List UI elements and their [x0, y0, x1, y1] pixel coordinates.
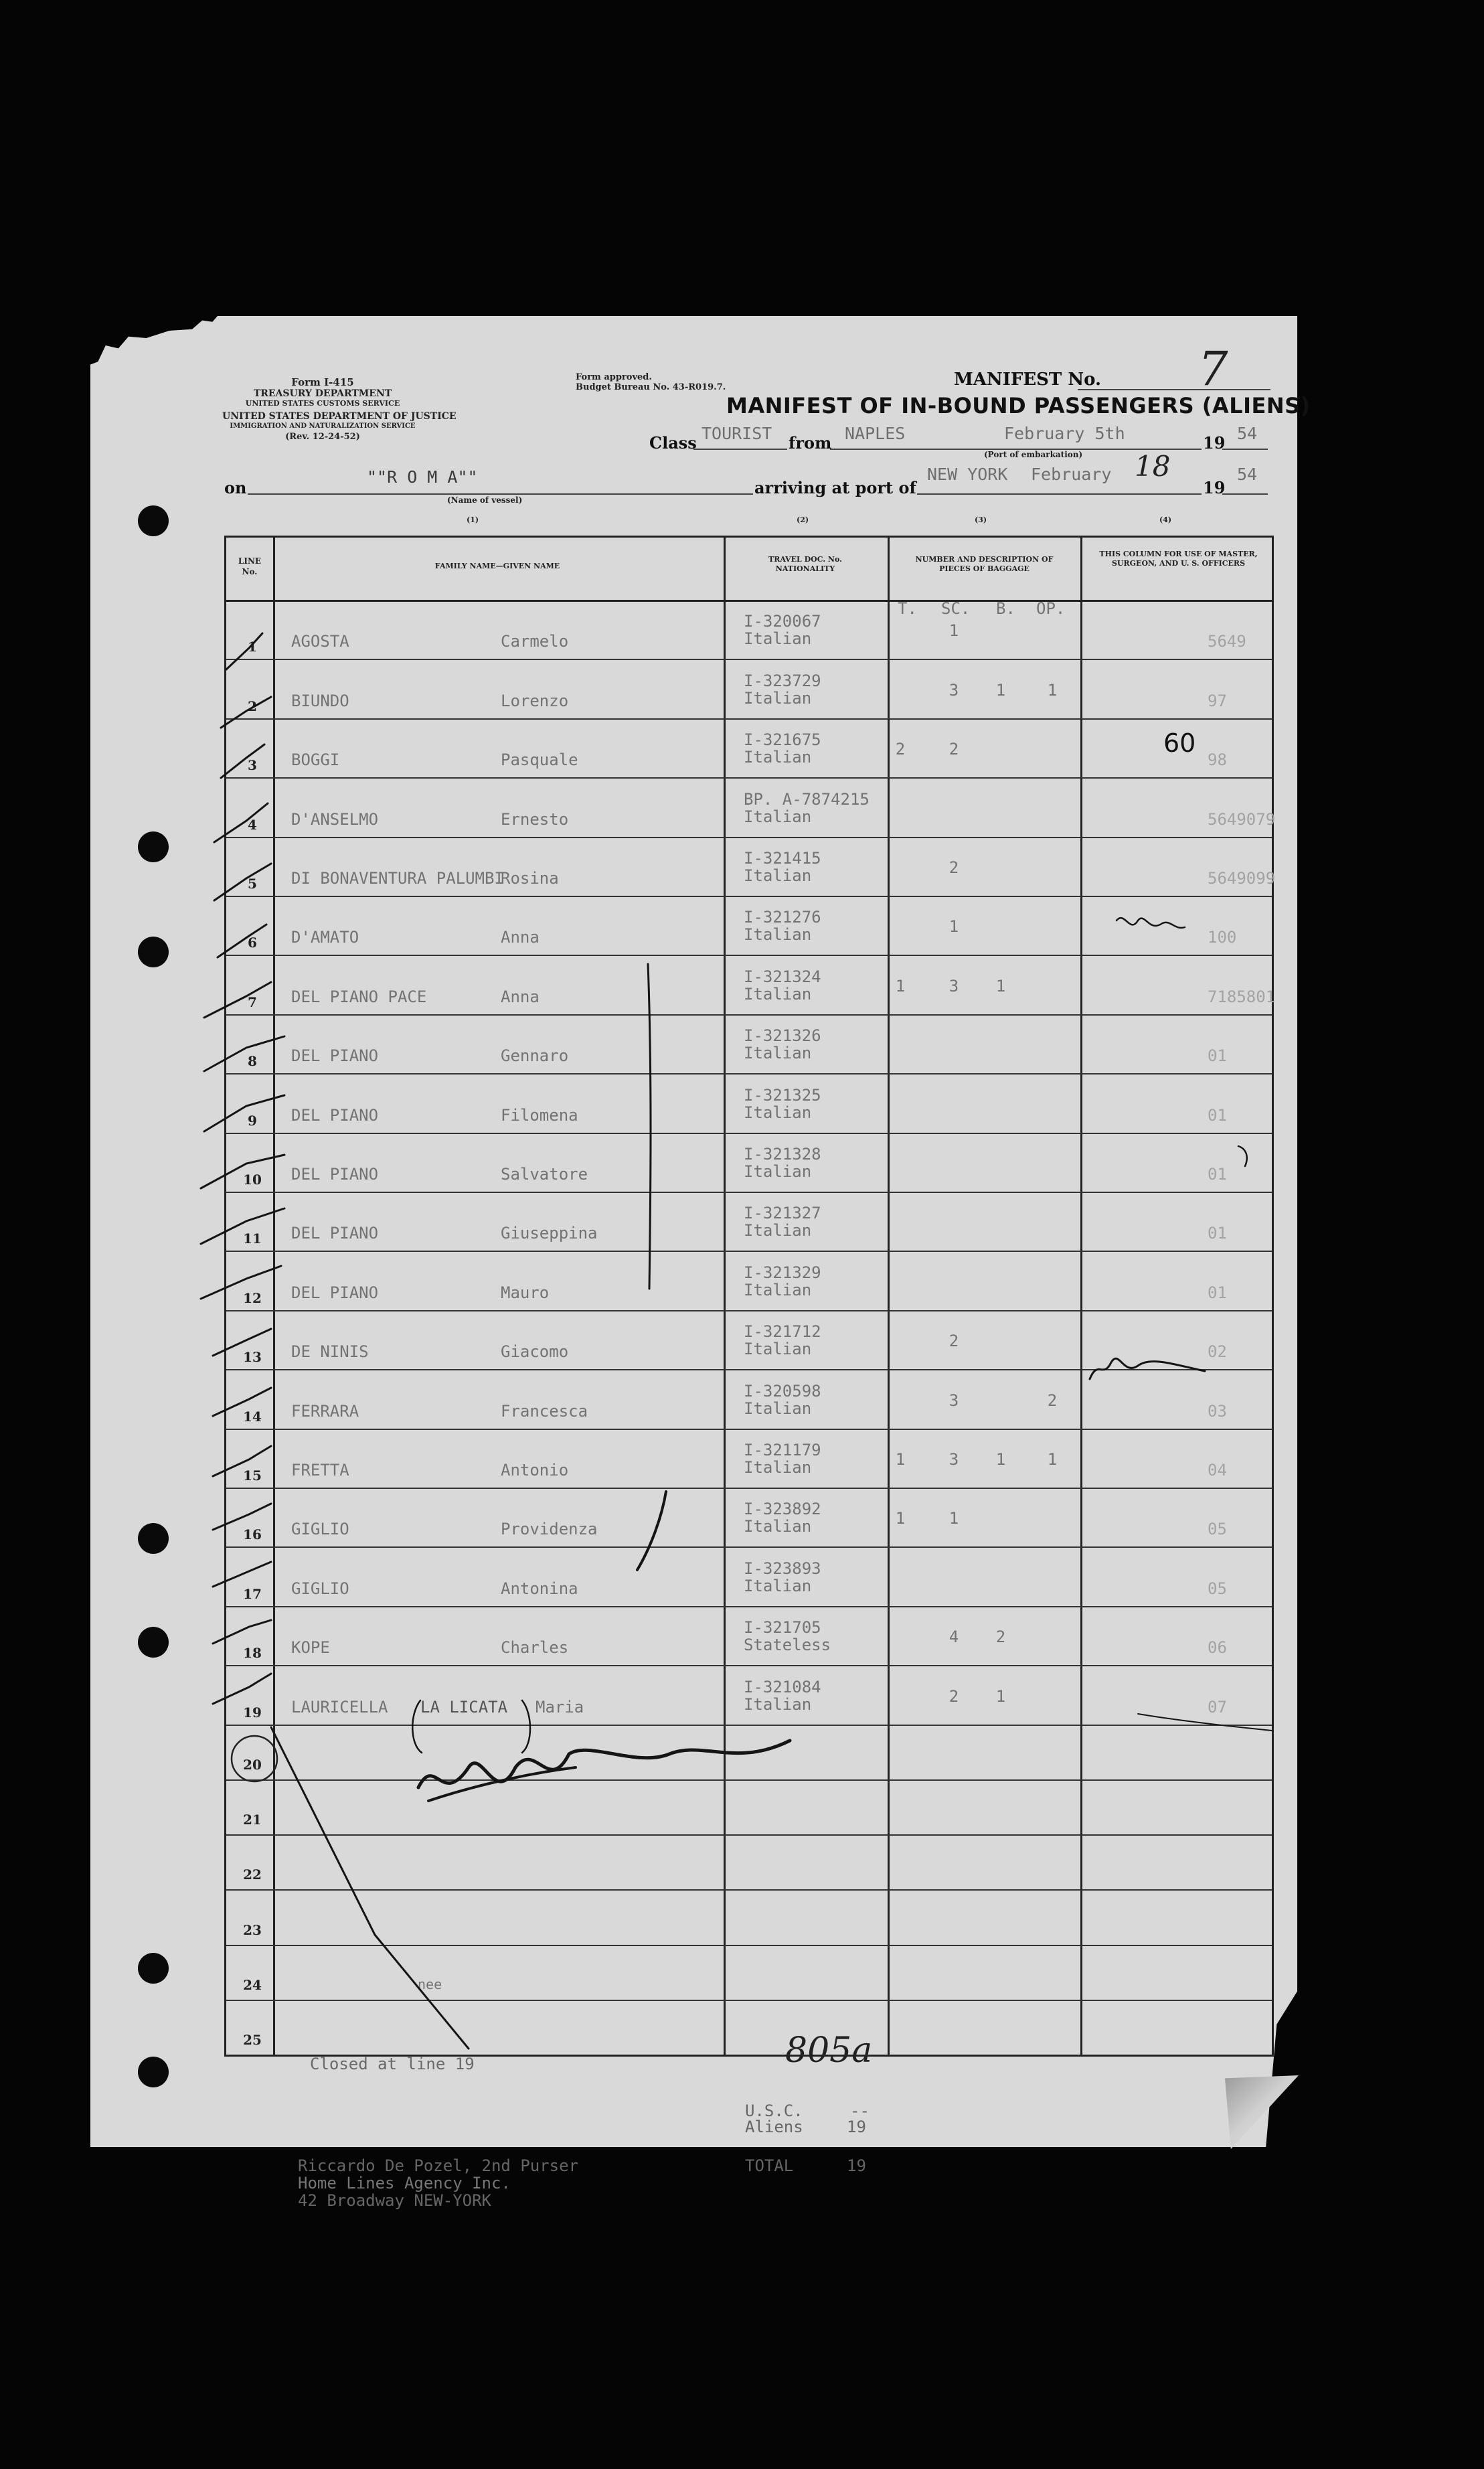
family-name: KOPE	[291, 1638, 330, 1658]
service-2: IMMIGRATION AND NATURALIZATION SERVICE	[230, 422, 416, 430]
binder-hole	[138, 937, 169, 967]
family-name: BIUNDO	[291, 691, 349, 710]
officer-code: 02	[1208, 1342, 1227, 1362]
family-name: GIGLIO	[291, 1520, 349, 1539]
travel-doc-number: I-321084	[744, 1677, 821, 1696]
nationality: Italian	[744, 807, 812, 826]
travel-doc-number: I-323892	[744, 1500, 821, 1519]
family-name: DEL PIANO	[291, 1046, 379, 1066]
handwritten-code: 805a	[785, 2030, 873, 2071]
travel-doc-number: BP. A-7874215	[744, 789, 870, 809]
line-number: 11	[243, 1230, 262, 1247]
arriving-label: arriving at port of	[754, 478, 916, 497]
bag-suitcases: 2	[949, 740, 959, 759]
travel-doc-number: I-320598	[744, 1381, 821, 1401]
table-row	[226, 1251, 1272, 1311]
col-number-1: (1)	[467, 515, 479, 524]
line-number: 6	[248, 935, 257, 951]
line-number: 25	[243, 2031, 262, 2048]
travel-doc-number: I-321675	[744, 730, 821, 750]
arrival-year-underline	[1222, 493, 1268, 495]
family-name: DE NINIS	[291, 1342, 369, 1362]
line-number: 16	[243, 1526, 262, 1543]
bag-suitcases: 3	[949, 1449, 959, 1469]
table-row	[226, 659, 1272, 719]
departure-date: February 5th	[1004, 424, 1125, 443]
nationality: Italian	[744, 1694, 812, 1714]
header-travel-doc: TRAVEL DOC. No. NATIONALITY	[768, 555, 842, 574]
nationality: Stateless	[744, 1636, 831, 1655]
bag-bags: 2	[995, 1627, 1006, 1647]
officer-code: 7185801	[1208, 987, 1276, 1006]
family-name: FRETTA	[291, 1460, 349, 1480]
nationality: Italian	[744, 1221, 812, 1241]
nationality: Italian	[744, 1340, 812, 1359]
nationality: Italian	[744, 748, 812, 767]
class-label: Class	[649, 433, 697, 453]
table-row	[226, 1014, 1272, 1074]
family-name: D'ANSELMO	[291, 809, 379, 829]
family-name: DEL PIANO	[291, 1164, 379, 1184]
passenger-table	[224, 536, 1276, 2210]
given-name: Rosina	[501, 868, 559, 888]
officer-code: 04	[1208, 1460, 1227, 1480]
given-name: Anna	[501, 987, 540, 1006]
family-name: DI BONAVENTURA PALUMBI	[291, 868, 504, 888]
table-row	[226, 1779, 1272, 1836]
table-row	[226, 2000, 1272, 2055]
bag-suitcases: 2	[949, 1332, 959, 1351]
nationality: Italian	[744, 1576, 812, 1595]
officer-code: 01	[1208, 1105, 1227, 1125]
line-number: 14	[243, 1408, 262, 1425]
binder-hole	[138, 505, 169, 536]
col-number-3: (3)	[975, 515, 987, 524]
usc-dash: --	[850, 2101, 870, 2120]
nationality: Italian	[744, 1103, 812, 1122]
travel-doc-number: I-321705	[744, 1618, 821, 1638]
family-name: DEL PIANO	[291, 1105, 379, 1125]
officer-code: 98	[1208, 750, 1227, 770]
travel-doc-number: I-321324	[744, 967, 821, 986]
line-number: 15	[243, 1467, 262, 1484]
given-name: Anna	[501, 928, 540, 947]
vessel-name: ""R O M A""	[367, 467, 478, 487]
table-row	[226, 1073, 1272, 1133]
travel-doc-number: I-321325	[744, 1085, 821, 1105]
binder-hole	[138, 1953, 169, 1984]
given-name: Salvatore	[501, 1164, 588, 1184]
agency-name: Home Lines Agency Inc.	[298, 2174, 511, 2193]
arrival-day: 18	[1135, 450, 1171, 483]
nationality: Italian	[744, 1280, 812, 1299]
binder-hole	[138, 831, 169, 862]
service-1: UNITED STATES CUSTOMS SERVICE	[245, 399, 400, 408]
officer-code: 01	[1208, 1164, 1227, 1184]
line-number: 21	[243, 1812, 262, 1828]
family-name: DEL PIANO PACE	[291, 987, 427, 1006]
bag-suitcases: 2	[949, 858, 959, 877]
table-row	[226, 955, 1276, 1015]
nee-note: nee	[418, 1976, 442, 1992]
from-year-underline	[1222, 449, 1268, 450]
class-value: TOURIST	[702, 424, 772, 443]
purser-name: Riccardo De Pozel, 2nd Purser	[298, 2156, 579, 2175]
bag-suitcases: 4	[949, 1627, 959, 1647]
travel-doc-number: I-321329	[744, 1263, 821, 1282]
department-2: UNITED STATES DEPARTMENT OF JUSTICE	[222, 411, 457, 422]
agency-address: 42 Broadway NEW-YORK	[298, 2191, 491, 2210]
bag-suitcases: 3	[949, 976, 959, 995]
given-name: Maria	[535, 1697, 584, 1717]
given-name: Giuseppina	[501, 1224, 598, 1243]
nationality: Italian	[744, 1162, 812, 1181]
table-row	[226, 837, 1276, 897]
aliens-label: Aliens	[745, 2118, 803, 2136]
given-name: Francesca	[501, 1401, 588, 1421]
given-name: Filomena	[501, 1105, 578, 1125]
bag-suitcases: 1	[949, 621, 959, 641]
binder-hole	[138, 1523, 169, 1554]
header-line-no: LINE No.	[238, 556, 262, 576]
line-number: 2	[248, 698, 257, 714]
line-number: 7	[248, 993, 257, 1010]
line-number: 5	[248, 875, 257, 892]
bag-trunks: 1	[895, 1509, 906, 1528]
table-row	[226, 1488, 1272, 1548]
line-number: 19	[243, 1704, 262, 1721]
port-of-embarkation: NAPLES	[845, 424, 906, 443]
officer-code: 06	[1208, 1638, 1227, 1658]
binder-hole	[138, 2057, 169, 2087]
form-number: Form I-415	[291, 376, 354, 388]
bag-bags: 1	[995, 1686, 1006, 1706]
line-number: 12	[243, 1289, 262, 1306]
given-name: Antonio	[501, 1460, 569, 1480]
bag-suitcases: 3	[949, 1390, 959, 1410]
given-name: Providenza	[501, 1520, 598, 1539]
line-number: 17	[243, 1585, 262, 1602]
family-name: D'AMATO	[291, 928, 359, 947]
travel-doc-number: I-321326	[744, 1026, 821, 1046]
table-row	[226, 1546, 1272, 1607]
nationality: Italian	[744, 1399, 812, 1418]
nationality: Italian	[744, 1517, 812, 1536]
table-row	[226, 1665, 1272, 1725]
given-name: Mauro	[501, 1283, 550, 1302]
officer-code: 01	[1208, 1283, 1227, 1302]
nationality: Italian	[744, 866, 812, 885]
table-row	[226, 896, 1272, 956]
line-number: 24	[243, 1976, 262, 1993]
form-approved: Form approved.	[576, 372, 652, 382]
table-row	[226, 1606, 1272, 1666]
bag-col-op: OP.	[1036, 599, 1066, 618]
travel-doc-number: I-323729	[744, 671, 821, 690]
nationality: Italian	[744, 925, 812, 945]
family-name: LAURICELLA	[291, 1697, 388, 1717]
travel-doc-number: I-321712	[744, 1322, 821, 1342]
travel-doc-number: I-320067	[744, 612, 821, 631]
table-header	[226, 538, 1272, 602]
revision: (Rev. 12-24-52)	[285, 432, 360, 442]
nationality: Italian	[744, 984, 812, 1004]
bag-trunks: 2	[895, 740, 906, 759]
binder-hole	[138, 1627, 169, 1658]
manifest-number: 7	[1198, 341, 1228, 396]
arrival-underline	[917, 493, 1202, 495]
line-number: 10	[243, 1171, 262, 1188]
arrival-year-prefix: 19	[1203, 478, 1226, 497]
manifest-label: MANIFEST No.	[954, 370, 1102, 390]
table-row	[226, 1369, 1272, 1429]
usc-label: U.S.C.	[745, 2101, 803, 2120]
line-number: 23	[243, 1921, 262, 1938]
table-row	[226, 777, 1276, 838]
table-row	[226, 1310, 1272, 1370]
departure-year: 54	[1237, 424, 1258, 443]
bag-col-sc: SC.	[941, 599, 971, 618]
total-count: 19	[847, 2156, 866, 2175]
line-number: 8	[248, 1053, 257, 1070]
arrival-port: NEW YORK	[927, 465, 1008, 484]
officer-code: 5649	[1208, 632, 1246, 651]
line-number: 18	[243, 1645, 262, 1662]
travel-doc-number: I-321415	[744, 848, 821, 868]
travel-doc-number: I-321179	[744, 1440, 821, 1459]
budget-bureau: Budget Bureau No. 43-R019.7.	[576, 382, 726, 392]
bag-suitcases: 1	[949, 917, 959, 937]
line-number: 1	[248, 639, 257, 655]
line-number: 3	[248, 757, 257, 774]
line-number: 20	[243, 1756, 262, 1773]
page-title: MANIFEST OF IN-BOUND PASSENGERS (ALIENS)	[726, 393, 1311, 418]
officer-code: 07	[1208, 1697, 1227, 1717]
col-number-2: (2)	[797, 515, 809, 524]
travel-doc-number: I-321327	[744, 1204, 821, 1223]
manifest-no-underline	[1078, 389, 1270, 390]
table-row	[226, 718, 1272, 779]
line-number: 9	[248, 1112, 257, 1129]
officer-code: 03	[1208, 1401, 1227, 1421]
officer-code: 5649099	[1208, 868, 1276, 888]
officer-code: 05	[1208, 1579, 1227, 1598]
given-name: Charles	[501, 1638, 569, 1658]
bag-bags: 1	[995, 680, 1006, 700]
header-officers: THIS COLUMN FOR USE OF MASTER, SURGEON, AND U. S. OFFICERS	[1099, 550, 1258, 568]
travel-doc-number: I-321276	[744, 908, 821, 927]
bag-col-b: B.	[996, 599, 1015, 618]
line-number: 13	[243, 1349, 262, 1366]
given-name: Antonina	[501, 1579, 578, 1598]
officer-code: 100	[1208, 928, 1237, 947]
arrival-year: 54	[1237, 465, 1258, 484]
given-name: Giacomo	[501, 1342, 569, 1362]
bag-suitcases: 3	[949, 680, 959, 700]
officer-code: 01	[1208, 1046, 1227, 1066]
on-label: on	[224, 478, 247, 497]
table-row	[226, 1133, 1272, 1193]
bag-other: 1	[1047, 1449, 1058, 1469]
given-name: Carmelo	[501, 632, 569, 651]
from-year-prefix: 19	[1203, 433, 1226, 453]
table-row	[226, 1429, 1272, 1489]
bag-bags: 1	[995, 976, 1006, 995]
family-name: GIGLIO	[291, 1579, 349, 1598]
table-row	[226, 1192, 1272, 1252]
family-name: FERRARA	[291, 1401, 359, 1421]
header-name: FAMILY NAME—GIVEN NAME	[434, 562, 560, 570]
family-name: DEL PIANO	[291, 1283, 379, 1302]
from-label: from	[789, 433, 832, 453]
col-number-4: (4)	[1159, 515, 1172, 524]
bag-col-t: T.	[898, 599, 917, 618]
table-row	[226, 1725, 1272, 1781]
travel-doc-number: I-321328	[744, 1144, 821, 1164]
given-name: Ernesto	[501, 809, 569, 829]
bag-bags: 1	[995, 1449, 1006, 1469]
officer-code: 05	[1208, 1520, 1227, 1539]
bag-suitcases: 1	[949, 1509, 959, 1528]
table-row	[226, 1945, 1272, 2001]
officer-code: 97	[1208, 691, 1227, 710]
arrival-month: February	[1031, 465, 1112, 484]
margin-mark: 60	[1163, 728, 1196, 758]
bag-trunks: 1	[895, 1449, 906, 1469]
total-label: TOTAL	[745, 2156, 794, 2175]
given-name: Pasquale	[501, 750, 578, 770]
nationality: Italian	[744, 1044, 812, 1063]
port-caption: (Port of embarkation)	[984, 450, 1083, 459]
nationality: Italian	[744, 1457, 812, 1477]
nationality: Italian	[744, 629, 812, 649]
bag-other: 2	[1047, 1390, 1058, 1410]
travel-doc-number: I-323893	[744, 1559, 821, 1578]
table-row	[226, 1834, 1272, 1891]
given-name: Lorenzo	[501, 691, 569, 710]
line-number: 4	[248, 816, 257, 833]
family-name: BOGGI	[291, 750, 340, 770]
table-row	[226, 1889, 1272, 1945]
closing-note: Closed at line 19	[310, 2055, 475, 2073]
bag-suitcases: 2	[949, 1686, 959, 1706]
class-underline	[693, 449, 787, 450]
family-name: AGOSTA	[291, 632, 349, 651]
given-name: Gennaro	[501, 1046, 569, 1066]
table-row	[226, 600, 1272, 660]
family-name: DEL PIANO	[291, 1224, 379, 1243]
line-number: 22	[243, 1866, 262, 1883]
bag-other: 1	[1047, 680, 1058, 700]
officer-code: 01	[1208, 1224, 1227, 1243]
header-baggage: NUMBER AND DESCRIPTION OF PIECES OF BAGGAGE	[915, 555, 1054, 574]
bag-trunks: 1	[895, 976, 906, 995]
vessel-caption: (Name of vessel)	[447, 495, 523, 505]
officer-code: 5649079	[1208, 809, 1276, 829]
aliens-count: 19	[847, 2118, 866, 2136]
vessel-underline	[248, 493, 753, 495]
maiden-name: LA LICATA	[420, 1697, 508, 1717]
department-1: TREASURY DEPARTMENT	[253, 388, 392, 399]
nationality: Italian	[744, 688, 812, 708]
